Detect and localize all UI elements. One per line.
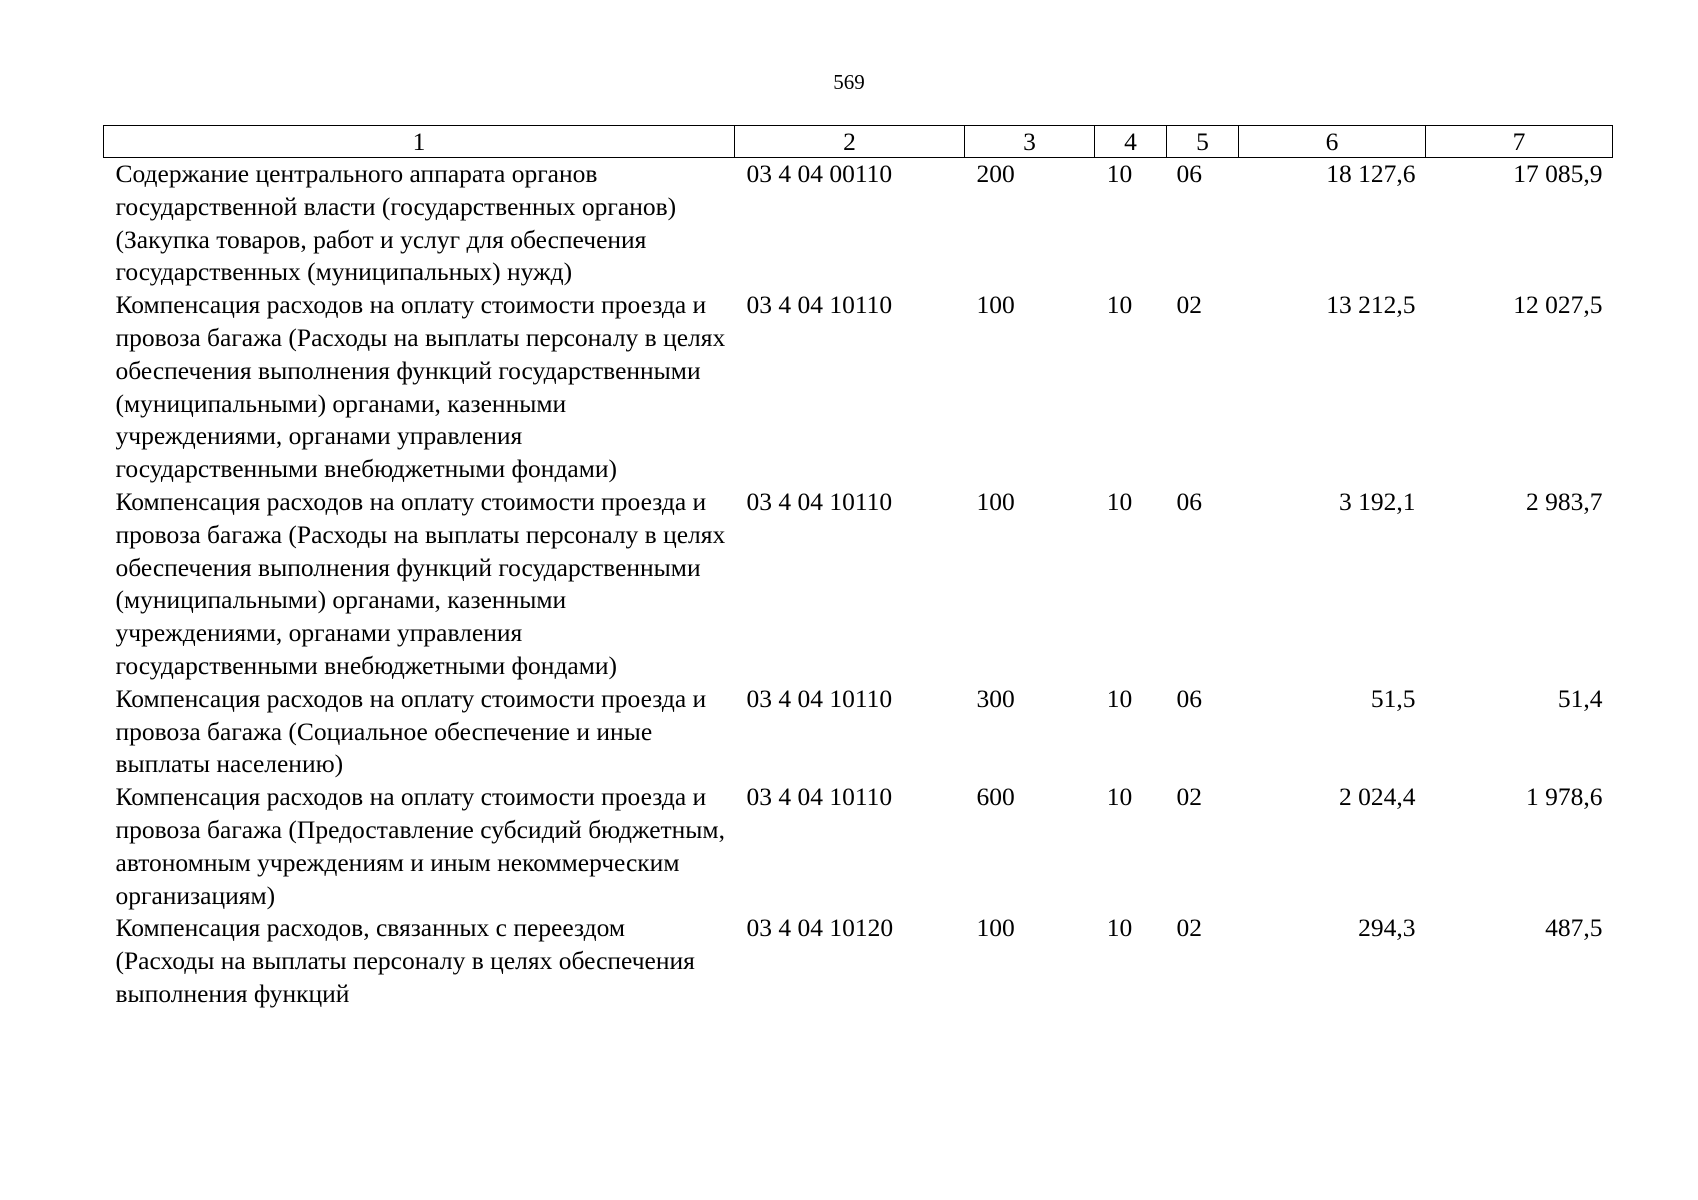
expense-name-cell: Компенсация расходов на оплату стоимости проезда и провоза багажа (Предоставление субсидий бюджетным, автономным учреждениям и иным некоммерческим организациям) (115, 782, 725, 910)
target-article-cell: 03 4 04 10110 (746, 782, 893, 812)
expense-name-cell: Компенсация расходов на оплату стоимости проезда и провоза багажа (Расходы на выплаты персоналу в целях обеспечения выполнения функций государственными (муниципальными) органами, казенными учреждениями, органами управления государственными внебюджетными фондами) (115, 486, 726, 680)
amount-col6-cell: 294,3 (1358, 913, 1416, 943)
amount-col7-cell: 487,5 (1545, 913, 1603, 943)
target-article-cell: 03 4 04 10110 (746, 683, 893, 713)
col-header-3: 3 (965, 126, 1095, 158)
amount-col7-cell: 51,4 (1557, 683, 1603, 713)
col-header-1: 1 (104, 126, 735, 158)
section-cell: 10 (1106, 290, 1133, 320)
expense-name-cell: Компенсация расходов, связанных с переездом (Расходы на выплаты персоналу в целях обеспечения выполнения функций (115, 913, 695, 1008)
table-row (104, 683, 1613, 781)
expense-type-cell: 600 (976, 782, 1015, 812)
amount-col7-cell: 12 027,5 (1513, 290, 1603, 320)
subsection-cell: 02 (1176, 290, 1202, 320)
col-header-5: 5 (1167, 126, 1239, 158)
subsection-cell: 06 (1176, 683, 1202, 713)
subsection-cell: 06 (1176, 486, 1202, 516)
section-cell: 10 (1106, 782, 1133, 812)
expense-type-cell: 200 (976, 159, 1015, 188)
expense-name-cell: Содержание центрального аппарата органов государственной власти (государственных органов) (Закупка товаров, работ и услуг для обеспечения государственных (муниципальных) нужд) (115, 159, 677, 287)
expense-type-cell: 100 (976, 486, 1015, 516)
table-row (104, 912, 1613, 1010)
expense-type-cell: 100 (976, 913, 1015, 943)
section-cell: 10 (1106, 159, 1133, 188)
section-cell: 10 (1106, 913, 1133, 943)
col-header-2: 2 (735, 126, 965, 158)
amount-col7-cell: 2 983,7 (1526, 486, 1603, 516)
subsection-cell: 02 (1176, 913, 1202, 943)
section-cell: 10 (1106, 683, 1133, 713)
amount-col6-cell: 3 192,1 (1339, 486, 1416, 516)
section-cell: 10 (1106, 486, 1133, 516)
target-article-cell: 03 4 04 00110 (746, 159, 893, 188)
table-row (104, 486, 1613, 683)
target-article-cell: 03 4 04 10110 (746, 486, 893, 516)
expense-type-cell: 100 (976, 290, 1015, 320)
subsection-cell: 02 (1176, 782, 1202, 812)
table-row (104, 289, 1613, 486)
table-row (104, 158, 1613, 290)
expense-name-cell: Компенсация расходов на оплату стоимости проезда и провоза багажа (Социальное обеспечение и иные выплаты населению) (115, 683, 707, 779)
amount-col6-cell: 18 127,6 (1326, 159, 1416, 188)
page-number: 569 (833, 70, 865, 94)
subsection-cell: 06 (1176, 159, 1202, 188)
header-row (104, 126, 1613, 158)
budget-table (103, 125, 1613, 1011)
target-article-cell: 03 4 04 10110 (746, 290, 893, 320)
amount-col7-cell: 17 085,9 (1513, 159, 1603, 188)
col-header-7: 7 (1426, 126, 1613, 158)
table-row (104, 781, 1613, 912)
amount-col7-cell: 1 978,6 (1526, 782, 1603, 812)
expense-type-cell: 300 (976, 683, 1015, 713)
target-article-cell: 03 4 04 10120 (746, 913, 894, 943)
col-header-6: 6 (1239, 126, 1426, 158)
amount-col6-cell: 51,5 (1370, 683, 1416, 713)
amount-col6-cell: 2 024,4 (1339, 782, 1416, 812)
expense-name-cell: Компенсация расходов на оплату стоимости проезда и провоза багажа (Расходы на выплаты персоналу в целях обеспечения выполнения функций государственными (муниципальными) органами, казенными учреждениями, органами управления государственными внебюджетными фондами) (115, 290, 726, 484)
amount-col6-cell: 13 212,5 (1326, 290, 1416, 320)
col-header-4: 4 (1095, 126, 1167, 158)
